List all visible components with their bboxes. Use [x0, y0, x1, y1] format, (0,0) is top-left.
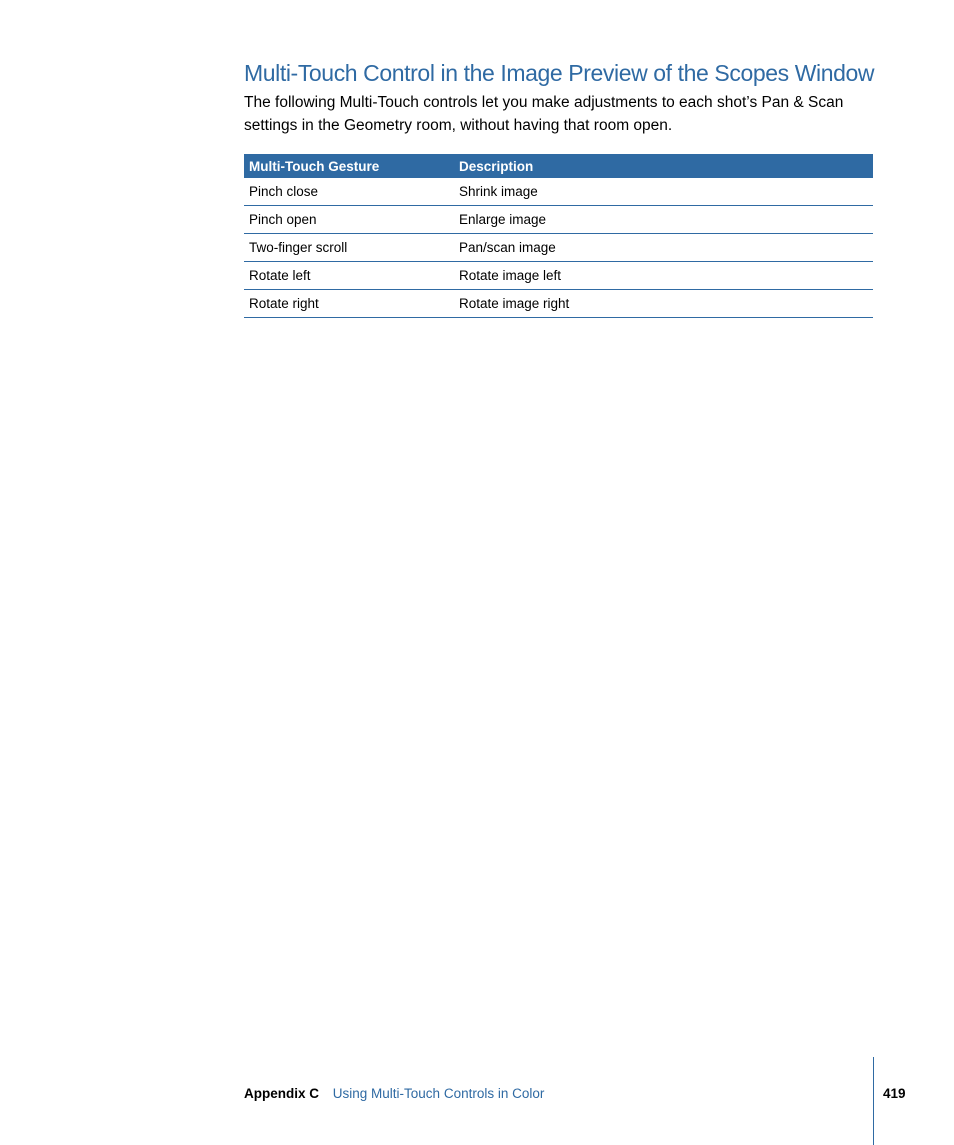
footer-appendix-label: Appendix C [244, 1086, 320, 1101]
gesture-cell: Rotate right [244, 290, 454, 318]
description-cell: Pan/scan image [454, 234, 873, 262]
gesture-table [244, 154, 873, 318]
intro-paragraph: The following Multi-Touch controls let you make adjustments to each shot’s Pan & Scan settings in the Geometry room, without having that room open. [244, 94, 844, 134]
table-row [244, 206, 873, 234]
description-cell: Rotate image right [454, 290, 873, 318]
description-cell: Rotate image left [454, 262, 873, 290]
page-number: 419 [883, 1086, 906, 1101]
page-footer [244, 1086, 544, 1101]
section-heading: Multi-Touch Control in the Image Preview of the Scopes Window [244, 60, 875, 86]
column-header-description: Description [454, 154, 873, 178]
table-header-row [244, 154, 873, 178]
gesture-cell: Rotate left [244, 262, 454, 290]
description-cell: Shrink image [454, 178, 873, 206]
gesture-cell: Pinch open [244, 206, 454, 234]
gesture-cell: Pinch close [244, 178, 454, 206]
table-row [244, 262, 873, 290]
column-header-gesture: Multi-Touch Gesture [244, 154, 454, 178]
description-cell: Enlarge image [454, 206, 873, 234]
footer-chapter-title: Using Multi-Touch Controls in Color [332, 1086, 545, 1101]
table-row [244, 234, 873, 262]
gesture-cell: Two-finger scroll [244, 234, 454, 262]
footer-divider [873, 1057, 874, 1145]
table-row [244, 178, 873, 206]
table-row [244, 290, 873, 318]
